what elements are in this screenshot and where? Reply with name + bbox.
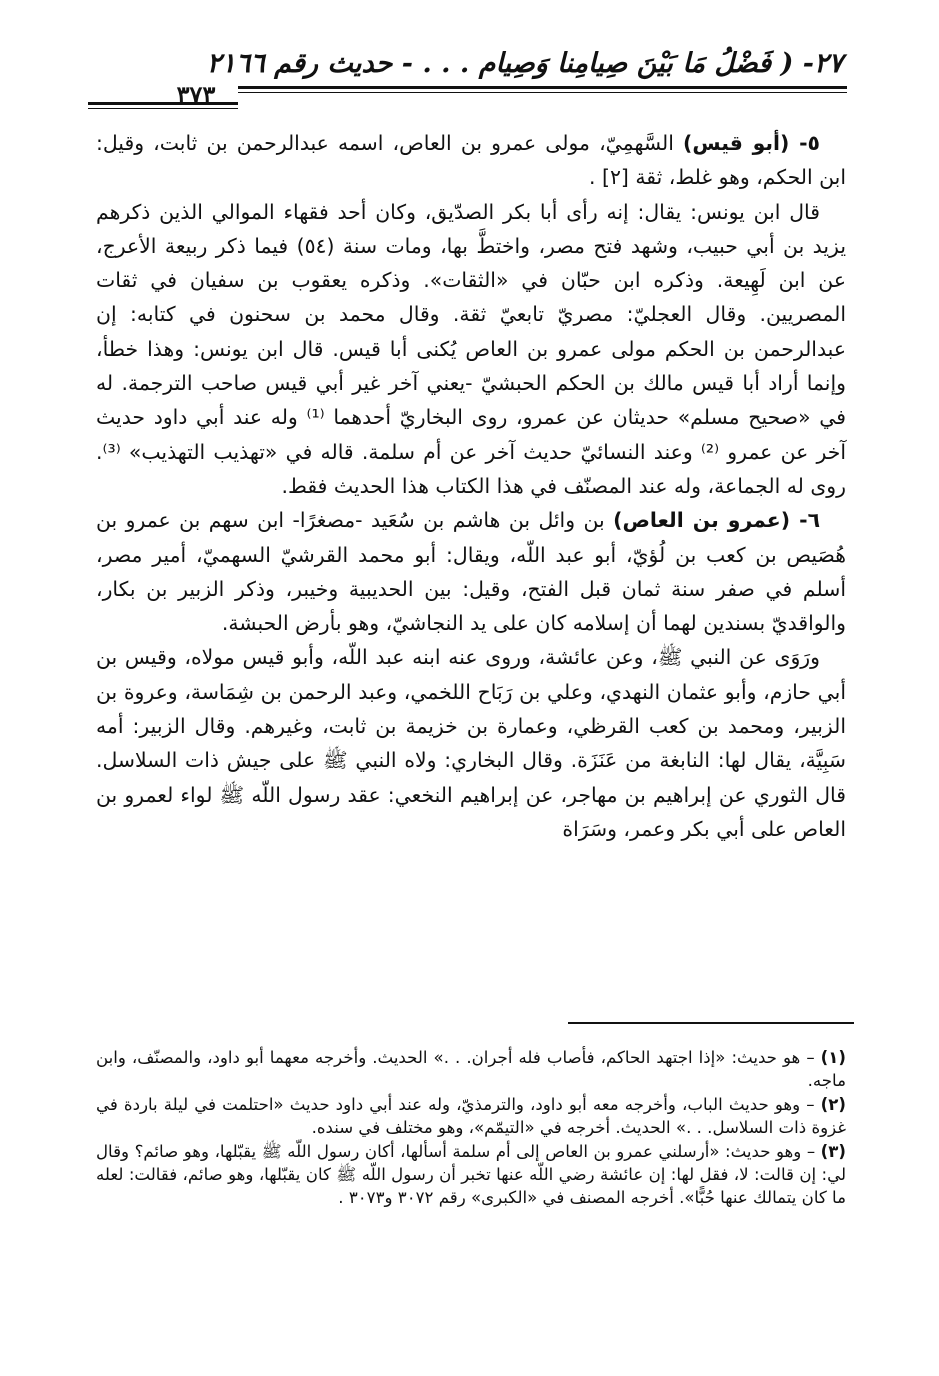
paragraph-text: السَّهمِيّ، مولى عمرو بن العاص، اسمه عبدالرحمن بن ثابت، وقيل: ابن الحكم، وهو غلط، ثقة [٢] .: [96, 131, 846, 190]
paragraph-riwaya: [96, 640, 846, 846]
narrator-name: ٥- (أبو قيس): [683, 131, 820, 155]
footnote-mark: (٣): [820, 1141, 846, 1161]
footnotes: [96, 1046, 846, 1210]
main-text: [96, 126, 846, 846]
paragraph-text: ورَوَى عن النبي ﷺ، وعن عائشة، وروى عنه ابنه عبد اللّه، وأبو قيس مولاه، وقيس بن أبي حازم، وأبو عثمان النهدي، وعلي بن رَبَاح اللخمي، وعبد الرحمن بن شِمَاسة، وعروة بن الزبير، ومحمد بن كعب القرظي، وعمارة بن خزيمة بن ثابت، وغيرهم. وقال الزبير: أمه سَبِيَّة، يقال لها: النابغة من عَنَزَة. وقال البخاري: ولاه النبي ﷺ على جيش ذات السلاسل. قال الثوري عن إبراهيم بن مهاجر، عن إبراهيم النخعي: عقد رسول اللّه ﷺ لواء لعمرو بن العاص على أبي بكر وعمر، وسَرَاة: [96, 645, 846, 841]
footnote-text: – وهو حديث: «أرسلني عمرو بن العاص إلى أم سلمة أسألها، أكان رسول اللّه ﷺ يقبّلها، وهو صائم؟ وقال لي: إن قالت: لا، فقل لها: إن عائشة رضي اللّه عنها تخبر أن رسول اللّه ﷺ كان يقبّلها، وهو صائم، فقالت: لعله ما كان يتمالك عنها حُبًّا». أخرجه المصنف في «الكبرى» رقم ٣٠٧٢ و٣٠٧٣ .: [96, 1141, 846, 1208]
narrator-name: ٦- (عمرو بن العاص): [613, 508, 821, 533]
page-number-rule: [88, 102, 238, 105]
page-number-rule-thin: [88, 108, 238, 109]
paragraph-ibn-yunus: [96, 195, 846, 504]
paragraph-text: قال ابن يونس: يقال: إنه رأى أبا بكر الصدّيق، وكان أحد فقهاء الموالي الذين ذكرهم يزيد بن أبي حبيب، وشهد فتح مصر، واختطَّ بها، ومات سنة (٥٤) فيما ذكر ربيعة الأعرج، عن ابن لَهِيعة. وذكره ابن حبّان في «الثقات». وذكره يعقوب بن سفيان في ثقات المصريين. وقال العجليّ: مصريّ تابعيّ ثقة. وقال محمد بن سحنون في كتابه: إن عبدالرحمن بن الحكم مولى عمرو بن العاص يُكنى أبا قيس. قال ابن يونس: وهذا خطأ، وإنما أراد أبا قيس مالك بن الحكم الحبشيّ -يعني آخر غير أبي قيس صاحب الترجمة. له في «صحيح مسلم» حديثان عن عمرو، روى البخاريّ أحدهما ⁽¹⁾ وله عند أبي داود حديث آخر عن عمرو ⁽²⁾ وعند النسائيّ حديث آخر عن أم سلمة. قاله في «تهذيب التهذيب» ⁽³⁾. روى له الجماعة، وله عند المصنّف في هذا الكتاب هذا الحديث فقط.: [96, 199, 846, 498]
paragraph-narrator-5: [96, 126, 846, 195]
footnote-text: – هو حديث: «إذا اجتهد الحاكم، فأصاب فله أجران. . .» الحديث. وأخرجه معهما أبو داود، والمصنّف، وابن ماجه.: [96, 1048, 846, 1091]
footnote-2: [96, 1093, 846, 1140]
paragraph-text: بن وائل بن هاشم بن سُعَيد -مصغرًا- ابن سهم بن عمرو بن هُصَيص بن كعب بن لُؤيّ، أبو عبد اللّه، ويقال: أبو محمد القرشيّ السهميّ، أمير مصر، أسلم في صفر سنة ثمان قبل الفتح، وقيل: بين الحديبية وخيبر، وذكر الزبير بن بكار، والواقديّ بسندين لهما أن إسلامه كان على يد النجاشيّ، وهو بأرض الحبشة.: [96, 508, 846, 636]
running-header-title: ٢٧- ( فَضْلُ مَا بَيْنَ صِيامِنا وَصِيام . . . - حديث رقم ٢١٦٦: [206, 48, 843, 79]
footnote-3: [96, 1140, 846, 1210]
footnote-mark: (٢): [820, 1094, 846, 1114]
footnote-mark: (١): [820, 1048, 846, 1067]
page-number: ٣٧٣: [176, 80, 216, 109]
footnote-text: – وهو حديث الباب، وأخرجه معه أبو داود، والترمذيّ، وله عند أبي داود حديث «احتلمت في ليلة باردة في غزوة ذات السلاسل. . .» الحديث. أخرجه في «التيمّم»، وهو مختلف في سنده.: [96, 1094, 846, 1138]
footnote-1: [96, 1046, 846, 1093]
header-rule: [238, 86, 847, 89]
paragraph-narrator-6: [96, 503, 846, 640]
footnote-separator: [568, 1022, 854, 1024]
header-rule-thin: [238, 92, 847, 93]
